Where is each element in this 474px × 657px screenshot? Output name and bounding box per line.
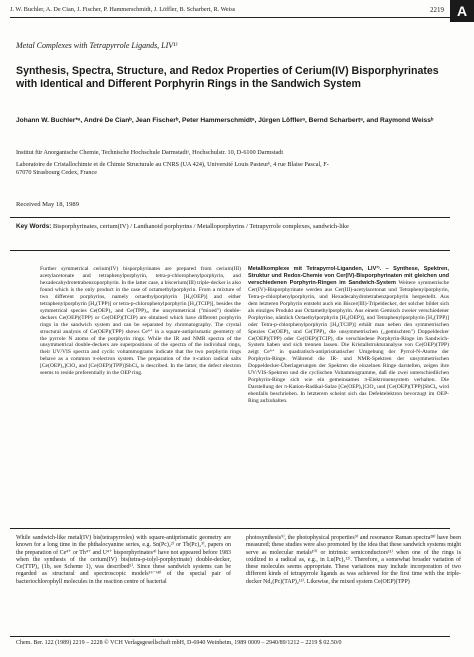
affiliation-strasbourg: Laboratoire de Cristallochimie et de Chimie Structurale au CNRS (UA 424), Université Louis Pasteurᵇ, 4 rue Blaise Pascal, F-67070 Strasbourg Cedex, France [16, 161, 329, 176]
section-tab: A [450, 0, 474, 22]
article-code: 0009 – 2940/89/1212 – 2219 $ 02.50/0 [248, 640, 342, 646]
keywords-block [16, 223, 441, 232]
abstract-bottom-rule [10, 528, 450, 529]
author-list: Johann W. Buchler*ᵃ, André De Cianᵇ, Jean Fischerᵇ, Peter Hammerschmidtᵃ, Jürgen Löfflerᵃ, Bernd Scharbertᵃ, and Raymond Weissᵇ [16, 117, 434, 124]
series-title: Metal Complexes with Tetrapyrrole Ligands, LIV¹⁾ [16, 41, 178, 50]
received-date: Received May 18, 1989 [16, 201, 79, 208]
keywords-text: Bisporphyrinates, cerium(IV) / Lanthanoid porphyrins / Metalloporphyrins / Tetrapyrrole complexes, sandwich-like [53, 223, 349, 230]
keywords-label: Key Words: [16, 223, 52, 230]
abstract-german [248, 266, 449, 405]
abstract-german-title: Metallkomplexe mit Tetrapyrrol-Liganden, LIV¹⁾. – Synthese, Spektren, Struktur und Redox-Chemie von Cer(IV)-Bisporphyrinaten mit gleichen und verschiedenen Porphyrin-Ringen im Sandwich-System [248, 266, 449, 286]
keywords-bottom-rule [10, 250, 450, 251]
journal-citation: Chem. Ber. 122 (1989) 2219 – 2228 © VCH Verlagsgesellschaft mbH, D-6940 Weinheim, 1989 [16, 640, 247, 646]
abstract-german-text: Weitere symmetrische Cer(IV)-Bisporphyrinate werden aus Cer(III)-acetylacetonat und Tetraphenylporphyrin, Tetra-p-chlorphenylporphyrin, und Hexadecahydrotetrabenzporphyrin hergestellt. Aus dem letzteren Porphyrin entsteht auch ein Biscer(III)-Tripeldecker, der solcher bildet sich als einziges Produkt aus Octamethylporphyrin. Aus einem Gemisch zweier verschiedener Porphyrine, nämlich Octaethylporphyrin [H₂(OEP)], und Tetraphenylporphyrin [H₂(TPP)] oder Tetra-p-chlorphenylporphyrin [H₂(TCIP)] erhält man neben den symmetrischen Spezies Ce(OEP)₂ und Ce(TPP)₂ die unsymmetrischen („gemischten") Doppeldecker Ce(OEP)(TPP) oder Ce(OEP)(TCIP), die verschiedene Porphyrin-Ringe im Sandwich-System haben und sich trennen lassen. Die Kristallstrukturanalyse von Ce(OEP)(TPP) zeigt Ce⁴⁺ in quadratisch-antiprismatischer Umgebung der Pyrrol-N-Atome der Porphyrin-Ringe. Während die IR- und NMR-Spektren der unsymmetrischen Doppeldecker-Überlagerungen der Spektren die einzelnen Ringe darstellen, zeigen ihre UV/VIS-Spektren und die cyclischen Voltammogramme, daß die zwei unterschiedlichen Porphyrin-Ringe sich wie ein gemeinsames π-Elektronensystem verhalten. Die Darstellung der π-Kation-Radikal-Salze [Ce(OEP)₂]ClO₄ und [Ce(OEP)(TPP)]SbCl₆ wird ebenfalls beschrieben. In letzterem scheint sich das Defektelektron bevorzugt im OEP-Ring aufzuhalten. [248, 279, 449, 405]
affiliations [16, 149, 336, 181]
keywords-top-rule [10, 217, 450, 218]
page-number: 2219 [430, 6, 444, 14]
body-column-right: photosynthesis⁹⁾, the photophysical properties⁹⁾ and resonance Raman spectra²⁸⁾ have been measured; these studies were also promoted by the idea that these sandwich systems might serve as molecular metals¹⁰⁾ or intrinsic semiconductors¹¹⁾ when one of the rings is oxidized to a radical as, e.g., in Lu(Pc)₂¹²⁾. Therefore, a somewhat broader variation of these molecules seems appropriate. These variations may include incorporation of two different kinds of tetrapyrrole ligands as was achieved for the first time with the triple-decker Nd₂(Pc)(TAP)₂¹³⁾. Likewise, the mixed system Ce(OEP)(TPP) [246, 535, 461, 585]
footer-rule [10, 636, 450, 637]
header-rule [10, 17, 450, 18]
affiliation-darmstadt: Institut für Anorganische Chemie, Technische Hochschule Darmstadtᵃ, Hochschulstr. 10, D-6100 Darmstadt [16, 149, 284, 156]
running-head-authors: J. W. Buchler, A. De Cian, J. Fischer, P. Hammerschmidt, J. Löffler, B. Scharbert, R. Weiss [10, 6, 236, 13]
abstract-english: Further symmetrical cerium(IV) bisporphyrinates are prepared from cerium(III) acetylacetonate and tetraphenylporphyrin, tetra-p-chlorophenylporphyrin, and hexadecahydrotetrabenzoporphyrin. In the latter case, a biscerium(III) triple-decker is also found which is the only product in the case of octamethylporphyrin. From a mixture of two different porphyrins, namely octaethylporphyrin [H₂(OEP)] and either tetraphenylporphyrin [H₂(TPP)] or tetra-p-chlorophenylporphyrin [H₂(TCIP)], besides the symmetrical species Ce(OEP)₂ and Ce(TPP)₂, the unsymmetrical ("mixed") double-deckers Ce(OEP)(TPP) or Ce(OEP)(TCIP) are obtained which have different porphyrin rings in the sandwich system and can be separated by chromatography. The crystal structural analysis of Ce(OEP)(TPP) shows Ce⁴⁺ in a square-antiprismatic geometry of the pyrrole N atoms of the porphyrin rings. While the IR and NMR spectra of the unsymmetrical double-deckers are superpositions of the spectra of the individual rings, their UV/VIS spectra and cyclic voltammograms indicate that the two porphyrin rings behave as a common π-electron system. The preparation of the π-cation radical salts [Ce(OEP)₂]ClO₄ and [Ce(OEP)(TPP)]SbCl₆ is described. In the latter, the defect electron seems to reside preferentially in the OEP ring. [40, 266, 241, 377]
body-column-left: While sandwich-like metal(IV) bis(tetrapyrroles) with square-antiprismatic geometry are known for a long time in the phthalocyanine series, e.g. Sn(Pc)₂²⁾ or Tb(Pc)₂³⁾, papers on the preparation of Ce⁴⁺ or Th⁴⁺ and U⁴⁺ bisporphyrinates⁴⁾ have not appeared before 1983 when the synthesis of the cerium(IV) bis(tetra-p-tolyl-porphyrinate) double-decker, Ce(TTP)₂ (1b, see Scheme 1), was described⁵⁾. Since these sandwich systems can be regarded as structural and spectroscopic models⁵⁶⁻⁶⁸⁾ of the special pair of bacteriochlorophyll molecules in the reaction centre of bacterial [16, 535, 231, 585]
article-title: Synthesis, Spectra, Structure, and Redox Properties of Cerium(IV) Bisporphyrinates with Identical and Different Porphyrin Rings in the Sandwich System [16, 65, 439, 90]
